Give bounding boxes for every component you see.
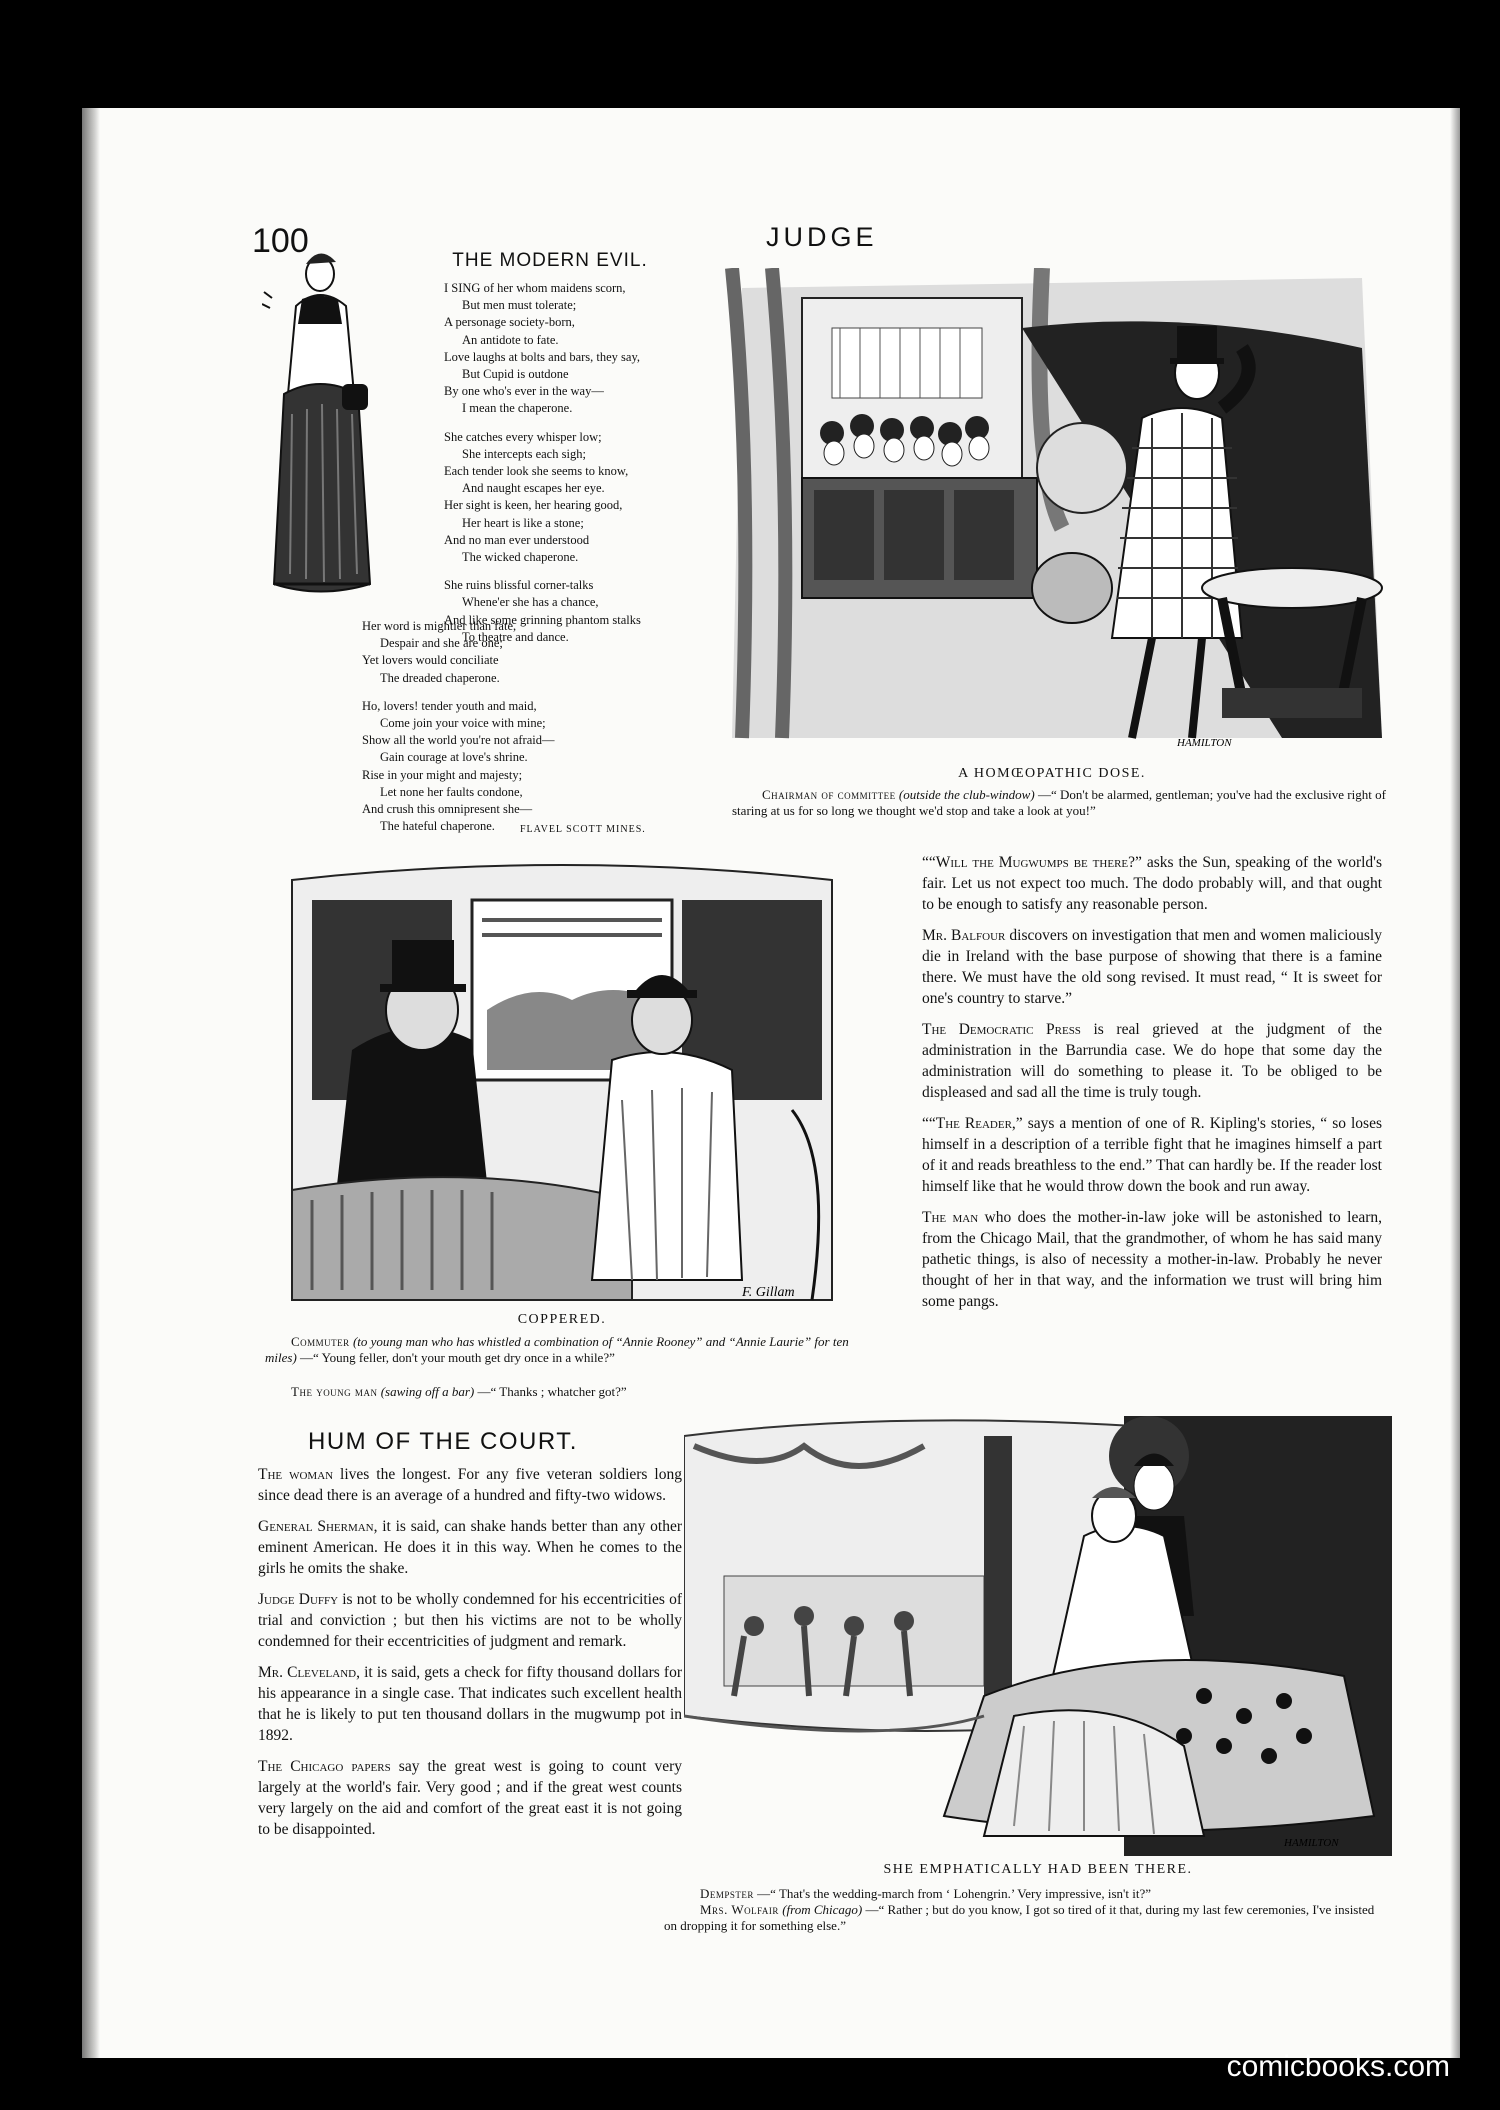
poem-line: An antidote to fate.: [462, 332, 559, 347]
poem-line: Come join your voice with mine;: [380, 716, 546, 731]
poem-line: Let none her faults condone,: [380, 784, 523, 799]
poem-line: To theatre and dance.: [462, 629, 569, 644]
poem-line: She ruins blissful corner-talks: [444, 578, 594, 593]
poem-line: And like some grinning phantom stalks: [444, 612, 641, 627]
poem-line: The dreaded chaperone.: [380, 670, 500, 685]
paragraph-body: says a mention of one of R. Kipling's stories, “ so loses himself in a description of a terrible fight that he imagines himself a part of it and reads breathless to the end.” That can hardly be. If the reader lost himself like that he would throw down the book and run away.: [922, 1115, 1382, 1195]
poem-line: Gain courage at love's shrine.: [380, 750, 528, 765]
poem-line: Whene'er she has a chance,: [462, 595, 599, 610]
poem-stanza-1: [444, 280, 709, 646]
paragraph-body: lives the longest. For any five veteran soldiers long since dead there is an average of a hundred and fifty-two widows.: [258, 1466, 682, 1504]
cartoon1-stage: (outside the club-window): [898, 787, 1035, 802]
poem-line: Her word is mightier than fate,: [362, 619, 517, 633]
poem-line: A personage society-born,: [444, 315, 575, 330]
poem-line: Yet lovers would conciliate: [362, 653, 499, 668]
cartoon2-caption-1: [265, 1334, 865, 1366]
poem-line: Her sight is keen, her hearing good,: [444, 498, 623, 513]
site-watermark: comicbooks.com: [1226, 2050, 1450, 2083]
poem-line: I mean the chaperone.: [462, 401, 573, 416]
page-spine-shadow: [82, 108, 100, 2058]
poem-stanza-3-4: [362, 618, 702, 835]
poem-line: Show all the world you're not afraid—: [362, 733, 555, 748]
paragraph-body: who does the mother-in-law joke will be astonished to learn, from the Chicago Mail, that the grandmother, of whom he has said many pathetic things, is also of necessity a mother-in-law. Probably he never thought of her in that way, and the information we trust will bring him some pangs.: [922, 1209, 1382, 1310]
cartoon1-title: A HOMŒOPATHIC DOSE.: [958, 766, 1146, 781]
poem-line: Each tender look she seems to know,: [444, 464, 629, 479]
poem-line: Love laughs at bolts and bars, they say,: [444, 349, 641, 364]
cartoon3-stage-2: (from Chicago): [782, 1902, 863, 1917]
poem-line: And no man ever understood: [444, 532, 590, 547]
paragraph-lead: Judge Duffy: [258, 1591, 339, 1608]
paragraph-balfour: [922, 925, 1382, 1009]
homoeopathic-dose-illustration: [722, 268, 1390, 758]
paragraph-body: is real grieved at the judgment of the administration in the Barrundia case. We do hope that some day the administration will do something to please it. To be obliged to be displeased and sad all the time is truly tough.: [922, 1021, 1382, 1101]
paragraph-lead: The Chicago papers: [258, 1758, 391, 1775]
paragraph-body: asks the Sun, speaking of the world's fair. Let us not expect too much. The dodo probably will, and that ought to be enough to satisfy any reasonable person.: [922, 854, 1382, 913]
poem-line: Ho, lovers! tender youth and maid,: [362, 698, 537, 713]
court-item-chicago: [258, 1756, 682, 1840]
poem-line: And naught escapes her eye.: [462, 481, 605, 496]
poem-line: But Cupid is outdone: [462, 367, 569, 382]
magazine-title: JUDGE: [766, 222, 878, 252]
poem-line: By one who's ever in the way—: [444, 384, 604, 399]
right-column-paragraphs: [922, 852, 1382, 1322]
paragraph-lead: The Democratic Press: [922, 1021, 1081, 1038]
cartoon2-caption-2: [291, 1384, 871, 1400]
paragraph-democratic-press: [922, 1019, 1382, 1103]
court-item-cleveland: [258, 1662, 682, 1746]
paragraph-body: discovers on investigation that men and women maliciously die in Ireland with the base purpose of showing that there is a famine there. We must have the old song revised. It must read, “ It is sweet for one's country to starve.”: [922, 927, 1382, 1007]
poem-line: Rise in your might and majesty;: [362, 767, 523, 782]
paragraph-body: it is said, can shake hands better than any other eminent American. He does it in this way. When he comes to the girls he omits the shake.: [258, 1518, 682, 1577]
cartoon2-stage-2: (sawing off a bar): [380, 1384, 475, 1399]
cartoon3-caption-2: [664, 1902, 1390, 1934]
paragraph-lead: ““Will the Mugwumps be there?”: [922, 854, 1142, 871]
cartoon2-text-2: —“ Thanks ; whatcher got?”: [477, 1384, 627, 1399]
chaperone-illustration: [262, 244, 382, 604]
poem-line: Her heart is like a stone;: [462, 515, 584, 530]
cartoon2-stage-1: (to young man who has whistled a combination of “Annie Rooney” and “Annie Laurie” for ten miles): [265, 1334, 849, 1365]
court-item-woman: [258, 1464, 682, 1506]
poem-line: I SING of her whom maidens scorn,: [444, 281, 626, 295]
cartoon3-speaker-2: Mrs. Wolfair: [700, 1902, 779, 1917]
poem-line: Despair and she are one;: [380, 636, 503, 651]
paragraph-body: say the great west is going to count very largely at the world's fair. Very good ; and if the great west counts very largely on the aid and comfort of the great east it is not going to be disappointed.: [258, 1758, 683, 1838]
cartoon2-speaker-1: Commuter: [291, 1334, 350, 1349]
poem-line: She intercepts each sigh;: [462, 446, 586, 461]
paragraph-body: it is said, gets a check for fifty thousand dollars for his appearance in a single case. That indicates such excellent health that he is likely to put ten thousand dollars in the mugwump pot in 1892.: [258, 1664, 682, 1744]
cartoon3-text-1: —“ That's the wedding-march from ‘ Lohengrin.’ Very impressive, isn't it?”: [757, 1886, 1152, 1901]
court-item-duffy: [258, 1589, 682, 1652]
poem-line: The hateful chaperone.: [380, 819, 495, 834]
cartoon2-speaker-2: The young man: [291, 1384, 378, 1399]
paragraph-mugwumps: [922, 852, 1382, 915]
cartoon3-signature: HAMILTON: [1284, 1837, 1339, 1849]
poem-title: THE MODERN EVIL.: [452, 250, 648, 271]
wedding-march-illustration: [684, 1416, 1392, 1856]
cartoon2-signature: F. Gillam: [742, 1285, 795, 1300]
poem-line: The wicked chaperone.: [462, 550, 579, 565]
section-title-court: HUM OF THE COURT.: [308, 1428, 578, 1455]
cartoon3-title: SHE EMPHATICALLY HAD BEEN THERE.: [883, 1862, 1193, 1877]
paragraph-lead: The man: [922, 1209, 979, 1226]
cartoon1-signature: HAMILTON: [1177, 737, 1232, 749]
paragraph-lead: ““The Reader,”: [922, 1115, 1023, 1132]
poem-line: She catches every whisper low;: [444, 429, 602, 444]
court-column: [258, 1464, 682, 1850]
poem-author: FLAVEL SCOTT MINES.: [520, 824, 646, 835]
cartoon3-speaker-1: Dempster: [700, 1886, 754, 1901]
cartoon2-text-1: —“ Young feller, don't your mouth get dry once in a while?”: [300, 1350, 615, 1365]
paragraph-mother-in-law: [922, 1207, 1382, 1312]
paragraph-the-reader: [922, 1113, 1382, 1197]
cartoon1-speaker: Chairman of committee: [762, 787, 896, 802]
paragraph-lead: General Sherman,: [258, 1518, 378, 1535]
poem-line: But men must tolerate;: [462, 298, 577, 313]
coppered-illustration: [272, 860, 852, 1308]
page-number: 100: [252, 222, 309, 260]
paragraph-lead: Mr. Cleveland,: [258, 1664, 360, 1681]
paragraph-lead: Mr. Balfour: [922, 927, 1006, 944]
cartoon1-caption: [732, 787, 1392, 819]
cartoon3-text-2: —“ Rather ; but do you know, I got so tired of it that, during my last few ceremonies, I've insisted on dropping it for something else.”: [664, 1902, 1375, 1933]
poem-line: And crush this omnipresent she—: [362, 802, 533, 817]
cartoon1-text: —“ Don't be alarmed, gentleman; you've had the exclusive right of staring at us for so long we thought we'd stop and take a look at you!”: [732, 787, 1386, 818]
cartoon3-caption-1: [700, 1886, 1390, 1902]
paragraph-body: is not to be wholly condemned for his eccentricities of trial and conviction ; but then his victims are not to be wholly condemned for their eccentricities of judgment and remark.: [258, 1591, 682, 1650]
page-edge-shadow: [1450, 108, 1460, 2058]
court-item-sherman: [258, 1516, 682, 1579]
paragraph-lead: The woman: [258, 1466, 334, 1483]
cartoon2-title: COPPERED.: [517, 1312, 607, 1327]
